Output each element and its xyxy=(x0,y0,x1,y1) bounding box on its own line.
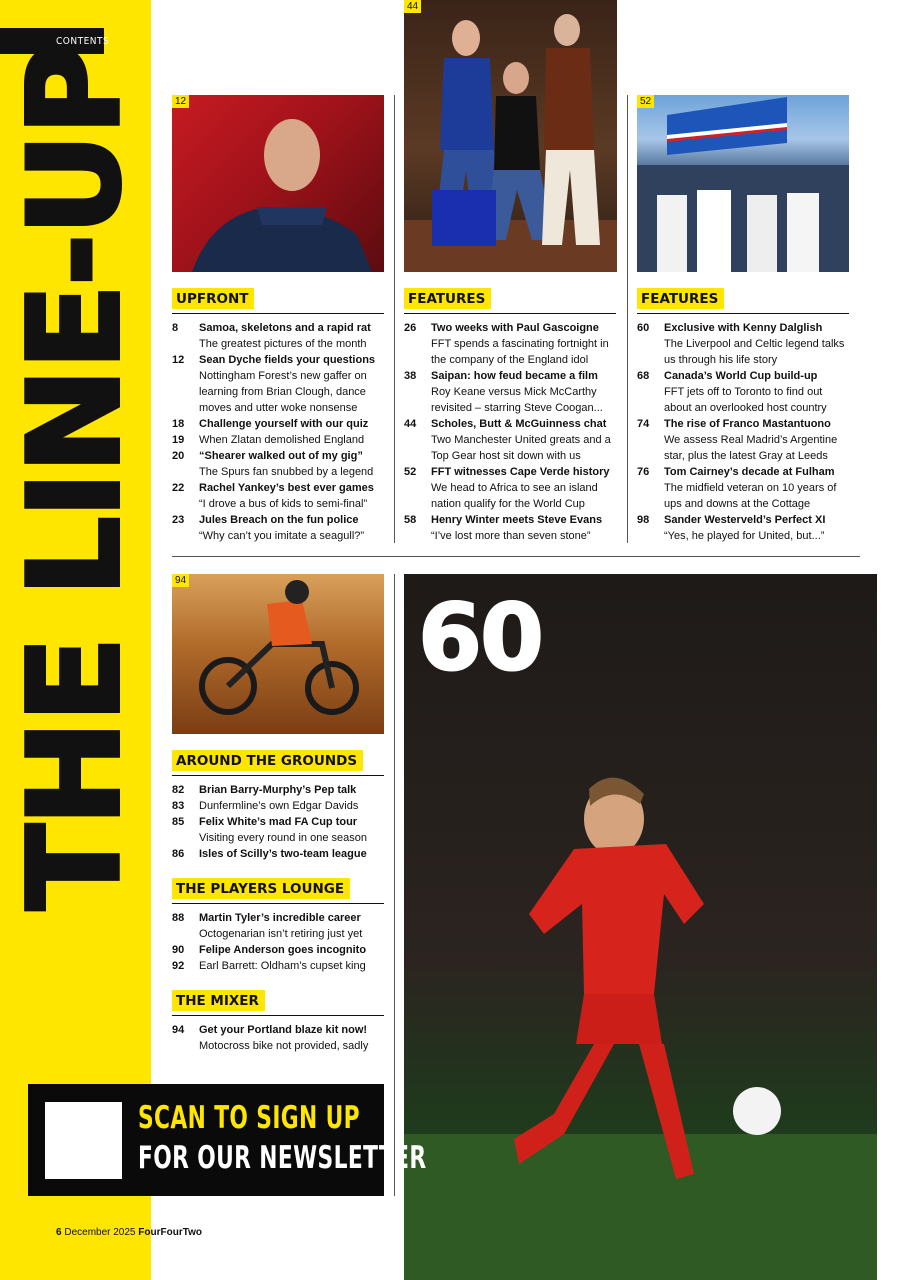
section-heading: THE MIXER xyxy=(172,990,265,1011)
section-heading: THE PLAYERS LOUNGE xyxy=(172,878,350,899)
photo-illustration xyxy=(404,0,617,272)
list-item[interactable]: 88 Martin Tyler’s incredible career Octogenarian isn’t retiring just yet xyxy=(172,912,363,940)
column-divider xyxy=(394,95,395,543)
section-tag: CONTENTS xyxy=(0,28,104,54)
list-item[interactable]: 60 Exclusive with Kenny Dalglish The Liverpool and Celtic legend talks us through his life story xyxy=(637,322,845,366)
list-item[interactable]: 44 Scholes, Butt & McGuinness chat Two Manchester United greats and a Top Gear host sit down with us xyxy=(404,418,611,462)
list-item[interactable]: 52 FFT witnesses Cape Verde history We head to Africa to see an island nation qualify for the World Cup xyxy=(404,466,610,510)
list-item[interactable]: 68 Canada’s World Cup build-up FFT jets off to Toronto to find out about an overlooked host country xyxy=(637,370,827,414)
photo-sean-dyche[interactable] xyxy=(172,95,384,272)
section-rule xyxy=(404,313,616,314)
entry-list xyxy=(172,320,384,544)
entry-list xyxy=(637,320,849,544)
entry-list xyxy=(172,910,384,974)
column-divider xyxy=(627,95,628,543)
list-item[interactable]: 20 “Shearer walked out of my gig” The Spurs fan snubbed by a legend xyxy=(172,450,374,478)
feature-page-number: 60 xyxy=(418,584,543,691)
list-item[interactable]: 98 Sander Westerveld’s Perfect XI “Yes, he played for United, but...” xyxy=(637,514,826,542)
section-features-1 xyxy=(404,288,616,544)
newsletter-line-2: FOR OUR NEWSLETTER xyxy=(138,1140,427,1176)
list-item[interactable]: 23 Jules Breach on the fun police “Why can’t you imitate a seagull?” xyxy=(172,514,365,542)
entry-list xyxy=(404,320,616,544)
section-the-mixer xyxy=(172,990,384,1054)
list-item[interactable]: 18 Challenge yourself with our quiz xyxy=(172,418,369,430)
section-rule xyxy=(172,1015,384,1016)
folio-issue: December 2025 xyxy=(64,1227,136,1238)
page-number-badge: 52 xyxy=(637,95,654,108)
list-item[interactable]: 19 When Zlatan demolished England xyxy=(172,434,365,446)
section-heading: AROUND THE GROUNDS xyxy=(172,750,363,771)
photo-cape-verde-fans[interactable] xyxy=(637,95,849,272)
section-players-lounge xyxy=(172,878,384,974)
photo-illustration xyxy=(637,95,849,272)
section-heading: UPFRONT xyxy=(172,288,254,309)
list-item[interactable]: 94 Get your Portland blaze kit now! Motocross bike not provided, sadly xyxy=(172,1024,369,1052)
page-folio xyxy=(56,1227,202,1238)
list-item[interactable]: 22 Rachel Yankey’s best ever games “I drove a bus of kids to semi-final” xyxy=(172,482,374,510)
page-number-badge: 44 xyxy=(404,0,421,13)
photo-motocross[interactable] xyxy=(172,574,384,734)
list-item[interactable]: 38 Saipan: how feud became a film Roy Keane versus Mick McCarthy revisited – starring Steve Coogan... xyxy=(404,370,603,414)
newsletter-line-1: SCAN TO SIGN UP xyxy=(138,1100,360,1136)
section-features-2 xyxy=(637,288,849,544)
photo-scholes-butt-mcguinness[interactable] xyxy=(404,0,617,272)
newsletter-signup-box[interactable] xyxy=(28,1084,427,1196)
list-item[interactable]: 76 Tom Cairney’s decade at Fulham The midfield veteran on 10 years of ups and downs at the Cottage xyxy=(637,466,837,510)
photo-kenny-dalglish[interactable] xyxy=(404,574,877,1280)
qr-code-icon[interactable] xyxy=(45,1102,122,1179)
newsletter-cta xyxy=(138,1098,426,1178)
photo-illustration xyxy=(172,574,384,734)
section-rule xyxy=(172,903,384,904)
folio-magazine: FourFourTwo xyxy=(138,1227,202,1238)
list-item[interactable]: 26 Two weeks with Paul Gascoigne FFT spends a fascinating fortnight in the company of the England idol xyxy=(404,322,609,366)
list-item[interactable]: 8 Samoa, skeletons and a rapid rat The greatest pictures of the month xyxy=(172,322,371,350)
list-item[interactable]: 83 Dunfermline’s own Edgar Davids xyxy=(172,800,359,812)
row-divider xyxy=(172,556,860,557)
entry-list xyxy=(172,1022,384,1054)
section-rule xyxy=(172,313,384,314)
list-item[interactable]: 86 Isles of Scilly’s two-team league xyxy=(172,848,367,860)
page-title: THE LINE-UP xyxy=(1,45,148,910)
photo-illustration xyxy=(172,95,384,272)
list-item[interactable]: 12 Sean Dyche fields your questions Nottingham Forest’s new gaffer on learning from Brian Clough, dance moves and utter woke nonsense xyxy=(172,354,376,414)
list-item[interactable]: 92 Earl Barrett: Oldham’s cupset king xyxy=(172,960,366,972)
list-item[interactable]: 82 Brian Barry-Murphy’s Pep talk xyxy=(172,784,357,796)
section-upfront xyxy=(172,288,384,544)
list-item[interactable]: 58 Henry Winter meets Steve Evans “I’ve lost more than seven stone” xyxy=(404,514,603,542)
section-heading: FEATURES xyxy=(404,288,491,309)
entry-list xyxy=(172,782,384,862)
page-number-badge: 94 xyxy=(172,574,189,587)
section-rule xyxy=(172,775,384,776)
list-item[interactable]: 90 Felipe Anderson goes incognito xyxy=(172,944,367,956)
folio-page-number: 6 xyxy=(56,1227,62,1238)
section-rule xyxy=(637,313,849,314)
list-item[interactable]: 85 Felix White’s mad FA Cup tour Visiting every round in one season xyxy=(172,816,367,844)
page-number-badge: 12 xyxy=(172,95,189,108)
section-around-the-grounds xyxy=(172,750,384,862)
list-item[interactable]: 74 The rise of Franco Mastantuono We assess Real Madrid’s Argentine star, plus the latest Gray at Leeds xyxy=(637,418,838,462)
section-heading: FEATURES xyxy=(637,288,724,309)
